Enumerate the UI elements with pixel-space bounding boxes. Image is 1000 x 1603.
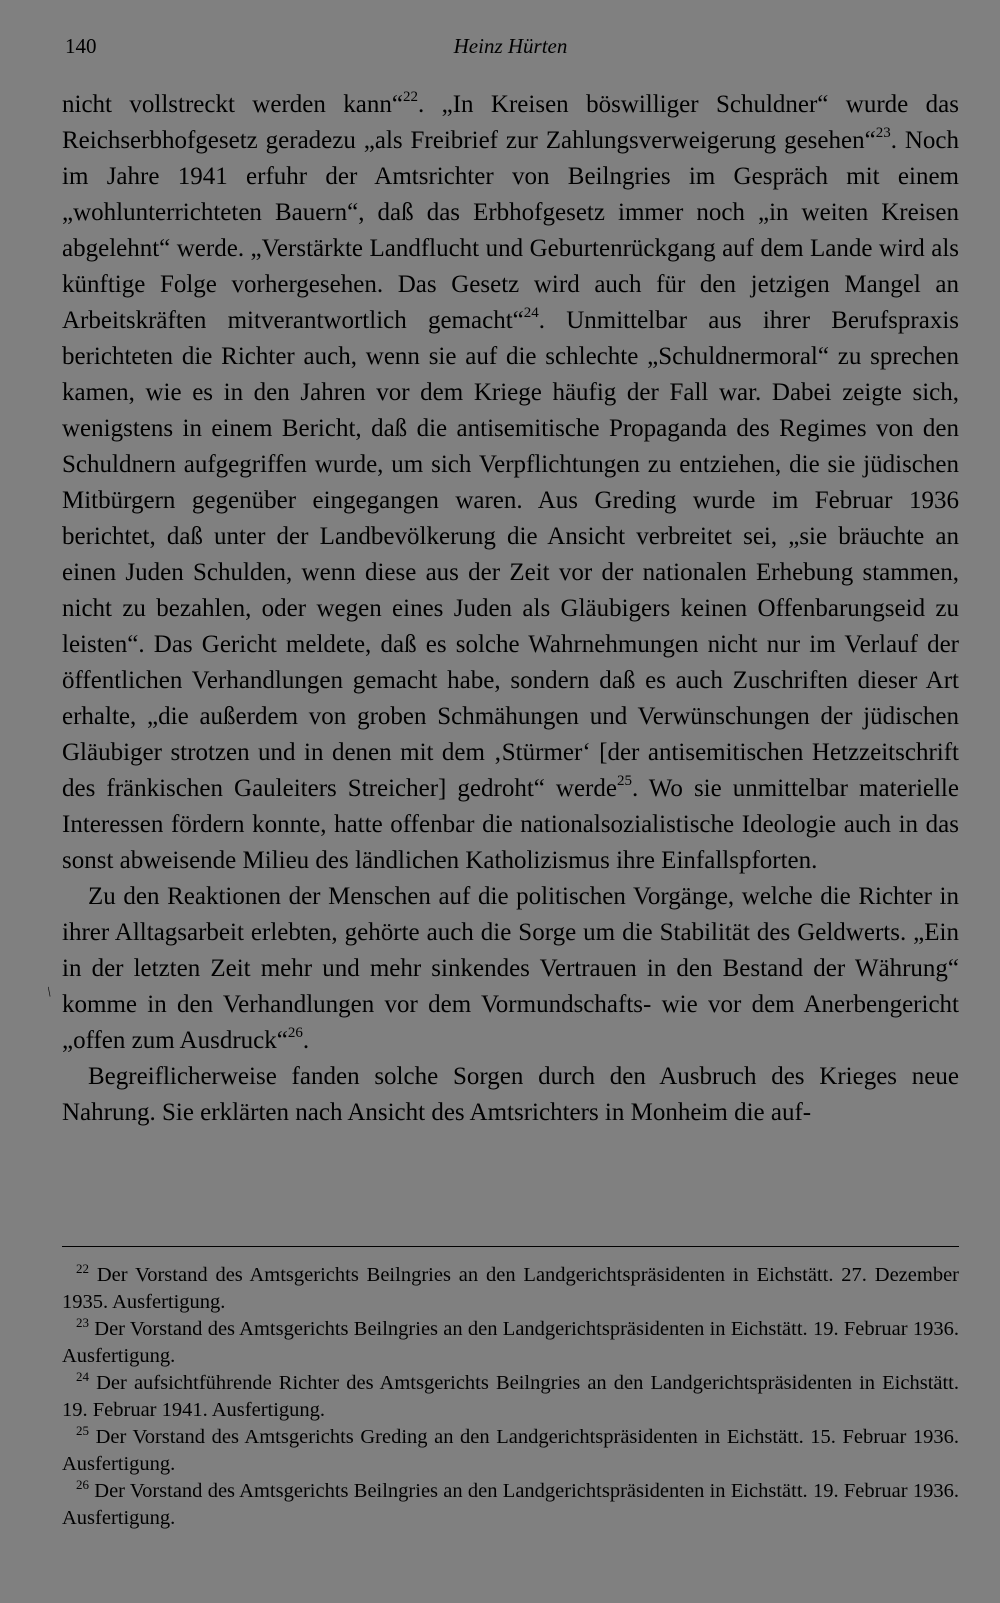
footnote-ref: 24 bbox=[523, 305, 539, 321]
footnote-number: 26 bbox=[76, 1477, 89, 1492]
footnote bbox=[62, 1262, 959, 1316]
footnote-number: 24 bbox=[76, 1369, 89, 1384]
text-run: Zu den Reaktionen der Menschen auf die politischen Vorgänge, welche die Richter in ihrer Alltagsarbeit erlebten, gehörte auch die Sorge um die Stabilität des Geldwerts. „Ein in der letzten Zeit mehr und mehr sinkendes Vertrauen in den Bestand der Währung“ komme in den Verhandlungen vor dem Vormundschafts- wie vor dem Anerbengericht „offen zum Ausdruck“ bbox=[62, 883, 959, 1054]
page-number: 140 bbox=[65, 34, 97, 58]
paragraph-1 bbox=[62, 87, 959, 879]
footnote-text: Der Vorstand des Amtsgerichts Beilngries an den Landgerichtspräsidenten in Eichstätt. 19. Februar 1936. Ausfertigung. bbox=[62, 1318, 960, 1367]
footnote-ref: 25 bbox=[616, 773, 632, 789]
footnote-text: Der aufsichtführende Richter des Amtsgerichts Beilngries an den Landgerichtspräsidenten in Eichstätt. 19. Februar 1941. Ausfertigung. bbox=[62, 1372, 960, 1421]
footnote-number: 25 bbox=[76, 1423, 89, 1438]
page-header bbox=[62, 34, 959, 64]
footnotes bbox=[62, 1262, 959, 1532]
footnote bbox=[62, 1316, 959, 1370]
footnote bbox=[62, 1370, 959, 1424]
footnote-ref: 23 bbox=[875, 125, 891, 141]
text-run: . „In Kreisen böswilliger Schuldner“ wurde das Reichserbhofgesetz geradezu „als Freibrief zur Zahlungsverweigerung gesehen“ bbox=[62, 91, 959, 154]
paragraph-3 bbox=[62, 1059, 959, 1131]
paragraph-2 bbox=[62, 879, 959, 1059]
body-text bbox=[62, 87, 959, 1131]
text-run: . Unmittelbar aus ihrer Berufspraxis berichteten die Richter auch, wenn sie auf die schlechte „Schuldnermoral“ zu sprechen kamen, wie es in den Jahren vor dem Kriege häufig der Fall war. Dabei zeigte sich, wenigstens in einem Bericht, daß die antisemitische Propaganda des Regimes von den Schuldnern aufgegriffen wurde, um sich Verpflichtungen zu entziehen, die sie jüdischen Mitbürgern gegenüber eingegangen waren. Aus Greding wurde im Februar 1936 berichtet, daß unter der Landbevölkerung die Ansicht verbreitet sei, „sie bräuchte an einen Juden Schulden, wenn diese aus der Zeit vor der nationalen Erhebung stammen, nicht zu bezahlen, oder wegen eines Juden als Gläubigers keinen Offenbarungseid zu leisten“. Das Gericht meldete, daß es solche Wahrnehmungen nicht nur im Verlauf der öffentlichen Verhandlungen gemacht habe, sondern daß es auch Zuschriften dieser Art erhalte, „die außerdem von groben Schmähungen und Verwünschungen der jüdischen Gläubiger strotzen und in denen mit dem ‚Stürmer‘ [der antisemitischen Hetzzeitschrift des fränkischen Gauleiters Streicher] gedroht“ werde bbox=[62, 307, 959, 802]
footnote-text: Der Vorstand des Amtsgerichts Beilngries an den Landgerichtspräsidenten in Eichstätt. 19. Februar 1936. Ausfertigung. bbox=[62, 1480, 960, 1529]
running-head: Heinz Hürten bbox=[453, 34, 568, 58]
text-run: . Noch im Jahre 1941 erfuhr der Amtsrichter von Beilngries im Gespräch mit einem „wohlunterrichteten Bauern“, daß das Erbhofgesetz immer noch „in weiten Kreisen abgelehnt“ werde. „Verstärkte Landflucht und Geburtenrückgang auf dem Lande wird als künftige Folge vorhergesehen. Das Gesetz wird auch für den jetzigen Mangel an Arbeitskräften mitverantwortlich gemacht“ bbox=[62, 127, 960, 334]
text-run: . Wo sie unmittelbar materielle Interessen fördern konnte, hatte offenbar die nationalsozialistische Ideologie auch in das sonst abweisende Milieu des ländlichen Katholizismus ihre Einfallspforten. bbox=[62, 775, 959, 874]
footnote-text: Der Vorstand des Amtsgerichts Greding an den Landgerichtspräsidenten in Eichstätt. 15. Februar 1936. Ausfertigung. bbox=[62, 1426, 959, 1475]
text-run: nicht vollstreckt werden kann“ bbox=[62, 91, 403, 118]
footnote bbox=[62, 1424, 959, 1478]
text-run: . bbox=[302, 1027, 310, 1054]
footnote-number: 23 bbox=[76, 1315, 89, 1330]
margin-mark: / bbox=[44, 985, 56, 1001]
footnote bbox=[62, 1478, 959, 1532]
footnote-rule bbox=[62, 1246, 959, 1247]
footnote-number: 22 bbox=[76, 1261, 89, 1276]
text-run: Begreiflicherweise fanden solche Sorgen durch den Ausbruch des Krieges neue Nahrung. Sie erklärten nach Ansicht des Amtsrichters in Monheim die auf- bbox=[62, 1063, 959, 1126]
footnote-ref: 26 bbox=[287, 1025, 303, 1041]
footnote-text: Der Vorstand des Amtsgerichts Beilngries an den Landgerichtspräsidenten in Eichstätt. 27. Dezember 1935. Ausfertigung. bbox=[62, 1264, 960, 1313]
footnote-ref: 22 bbox=[402, 89, 418, 105]
